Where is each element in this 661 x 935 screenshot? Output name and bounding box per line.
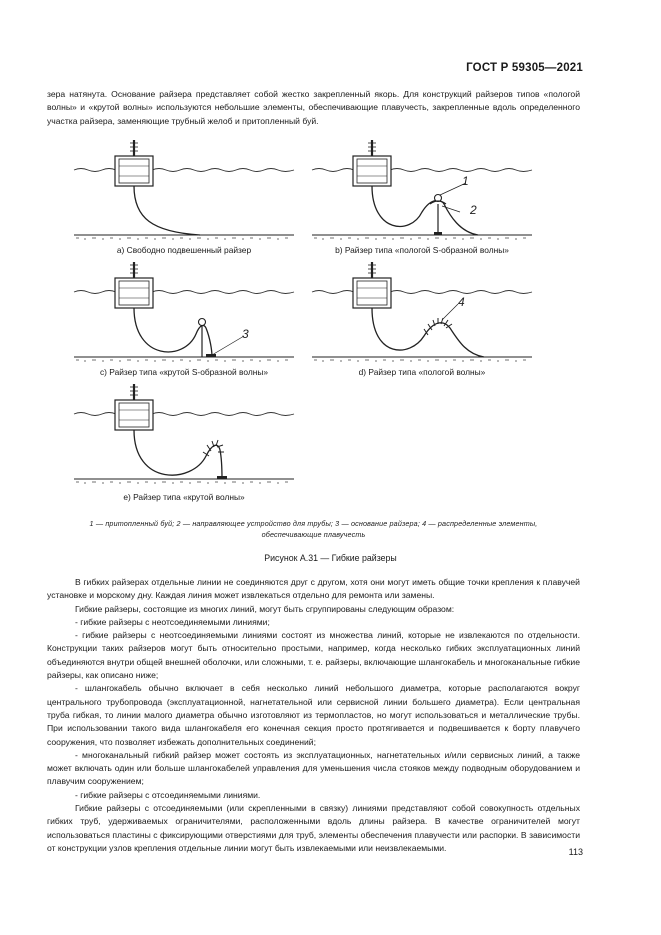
legend-line-1: 1 — притопленный буй; 2 — направляющее устройство для трубы; 3 — основание райзера; 4 — распределенные элементы, (89, 519, 538, 528)
paragraph-1: В гибких райзерах отдельные линии не соединяются друг с другом, хотя они могут иметь общие точки крепления к плавучей установке и морскому дну. Каждая линия может извлекаться отдельно для ремонта или замены. (47, 577, 580, 601)
figure-title: Рисунок А.31 — Гибкие райзеры (264, 553, 397, 563)
callout-1: 1 (462, 174, 469, 188)
callout-3: 3 (242, 327, 249, 341)
lazy-wave-riser-drawing (310, 262, 534, 364)
caption-panel-a: а) Свободно подвешенный райзер (116, 245, 252, 255)
figure-panel-c (72, 262, 296, 364)
intro-paragraph: зера натянута. Основание райзера представляет собой жестко закрепленный якорь. Для конструкций райзеров типов «пологой волны» и «крутой волны» используются небольшие элементы, обеспечивающие плавучесть, закрепленные вдоль определенного участка райзера, заменяющие трубный желоб и притопленный буй. (47, 89, 580, 126)
callout-4: 4 (458, 295, 465, 309)
callout-2: 2 (470, 203, 477, 217)
paragraph-3: Гибкие райзеры с отсоединяемыми (или скрепленными в связку) линиями представляют собой совокупность отдельных гибких труб, удерживаемых ограничителями, расположенными вдоль длины райзера. В качестве ограничителей могут использоваться пластины с фиксирующими отверстиями для труб, элементы обеспечения плавучести или распорки. В зависимости от конструкции узлов крепления отдельные линии могут быть извлекаемыми или неизвлекаемыми. (47, 803, 580, 853)
steep-wave-riser-drawing (72, 384, 296, 486)
list-item-4: - многоканальный гибкий райзер может состоять из эксплуатационных, нагнетательных и/или сервисных линий, а также может включать один или больше шлангокабелей управления для уменьшения числа стояков между подводным оборудованием и плавучим сооружением; (47, 749, 580, 787)
body-text (47, 576, 580, 855)
figure-panel-d (310, 262, 534, 364)
legend-line-2: обеспечивающие плавучесть (261, 530, 366, 539)
figure-panel-e (72, 384, 296, 486)
caption-panel-d: d) Райзер типа «пологой волны» (358, 367, 486, 377)
list-item-2: - гибкие райзеры с неотсоединяемыми линиями состоят из множества линий, которые не извлекаются по отдельности. Конструкции таких райзеров могут быть относительно простыми, например, когда несколько гибких эксплуатационных линий объединяются внутри общей внешней оболочки, или сложными, т. е. райзеры, включающие шлангокабель и многоканальные гибкие райзеры, как описано ниже; (47, 630, 580, 681)
figure-legend (47, 518, 580, 540)
steep-s-riser-drawing (72, 262, 296, 364)
caption-panel-b: b) Райзер типа «пологой S-образной волны» (335, 245, 509, 255)
figure-panel-b (310, 140, 534, 242)
list-item-3: - шлангокабель обычно включает в себя несколько линий небольшого диаметра, которые располагаются вокруг центрального трубопровода (эксплуатационной, нагнетательной или сервисной линии большего диаметра). Если центральная труба гибкая, то линии малого диаметра обычно изготовляют из термопластов, но могут использоваться и металлические трубы. При использовании такого вида шлангокабеля его конечная секция просто протягивается и подвешивается к борту плавучего сооружения, что позволяет избежать дополнительных соединений; (47, 683, 580, 747)
caption-panel-e: e) Райзер типа «крутой волны» (123, 492, 245, 502)
list-item-5: - гибкие райзеры с отсоединяемыми линиями. (75, 789, 261, 800)
free-hanging-riser-drawing (72, 140, 296, 242)
standard-header: ГОСТ Р 59305—2021 (466, 62, 583, 74)
caption-panel-c: c) Райзер типа «крутой S-образной волны» (99, 367, 269, 377)
figure-panel-a (72, 140, 296, 242)
lazy-s-riser-drawing (310, 140, 534, 242)
list-item-1: - гибкие райзеры с неотсоединяемыми линиями; (75, 616, 270, 627)
page-number: 113 (568, 847, 583, 857)
paragraph-2: Гибкие райзеры, состоящие из многих линий, могут быть сгруппированы следующим образом: (75, 603, 455, 614)
